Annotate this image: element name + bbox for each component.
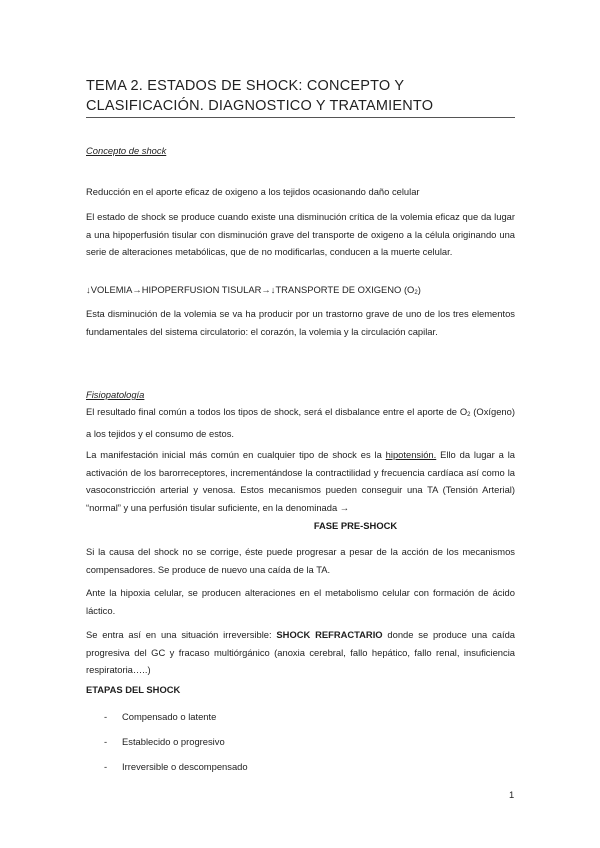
etapa-label: Compensado o latente [122,711,217,722]
paragraph-estado-shock: El estado de shock se produce cuando existe una disminución crítica de la volemia eficaz que da lugar a una hipoperfusión tisular con disminución grave del transporte de oxigeno a la célula originando una serie de alteraciones metabólicas, que de no modificarlas, conducen a la muerte celular. [86,211,515,257]
resultado-subscript: 2 [467,412,471,418]
resultado-text-b: (Oxígeno) a los tejidos y el consumo de estos. [86,406,515,439]
list-item: - Compensado o latente [104,711,217,722]
list-item: - Irreversible o descompensado [104,761,248,772]
resultado-text-a: El resultado final común a todos los tipos de shock, será el disbalance entre el aporte de O [86,406,468,417]
title-divider [86,117,515,118]
hipotension-term: hipotensión. [385,449,437,460]
paragraph-disminucion: Esta disminución de la volemia se va ha producir por un trastorno grave de uno de los tres elementos fundamentales del sistema circulatorio: el corazón, la volemia y la circulación capilar. [86,308,515,337]
paragraph-progresion: Si la causa del shock no se corrige, éste puede progresar a pesar de la acción de los mecanismos compensadores. Se produce de nuevo una caída de la TA. [86,546,515,575]
etapa-label: Irreversible o descompensado [122,761,248,772]
list-item: - Establecido o progresivo [104,736,225,747]
paragraph-definition: Reducción en el aporte eficaz de oxigeno a los tejidos ocasionando daño celular [86,186,420,197]
paragraph-irreversible [86,626,515,679]
shock-refractario-term: SHOCK REFRACTARIO [276,629,383,640]
etapas-heading: ETAPAS DEL SHOCK [86,684,181,695]
paragraph-manifestacion [86,446,515,516]
page-title: TEMA 2. ESTADOS DE SHOCK: CONCEPTO Y CLASIFICACIÓN. DIAGNOSTICO Y TRATAMIENTO [86,78,434,114]
manifestacion-text-b: Ello da lugar a la activación de los barorreceptores, incrementándose la contractilidad y frecuencia cardíaca así como la vasoconstricción arterial y venosa. Estos mecanismos pueden conseguir una TA (Tensión Arterial) “normal” y una perfusión tisular suficiente, en la denominada → [86,449,515,513]
chain-text: ↓VOLEMIA→HIPOPERFUSION TISULAR→↓TRANSPORTE DE OXIGENO (O [86,284,415,295]
paragraph-resultado [86,403,515,442]
manifestacion-text-a: La manifestación inicial más común en cualquier tipo de shock es la [86,449,386,460]
page-number: 1 [509,789,515,800]
fase-preshock-label: FASE PRE-SHOCK [313,520,398,531]
irreversible-text-a: Se entra así en una situación irreversible: [86,629,277,640]
chain-subscript: 2 [414,290,418,296]
paragraph-chain [86,281,515,303]
section-heading-concepto: Concepto de shock [86,145,167,156]
chain-end: ) [417,284,421,295]
section-heading-fisiopatologia: Fisiopatología [86,389,145,400]
etapa-label: Establecido o progresivo [122,736,225,747]
irreversible-text-b: donde se produce una caída progresiva del GC y fracaso multiórgánico (anoxia cerebral, fallo hepático, fallo renal, insuficiencia respiratoria…..) [86,629,515,675]
paragraph-hipoxia: Ante la hipoxia celular, se producen alteraciones en el metabolismo celular con formación de ácido láctico. [86,587,515,616]
